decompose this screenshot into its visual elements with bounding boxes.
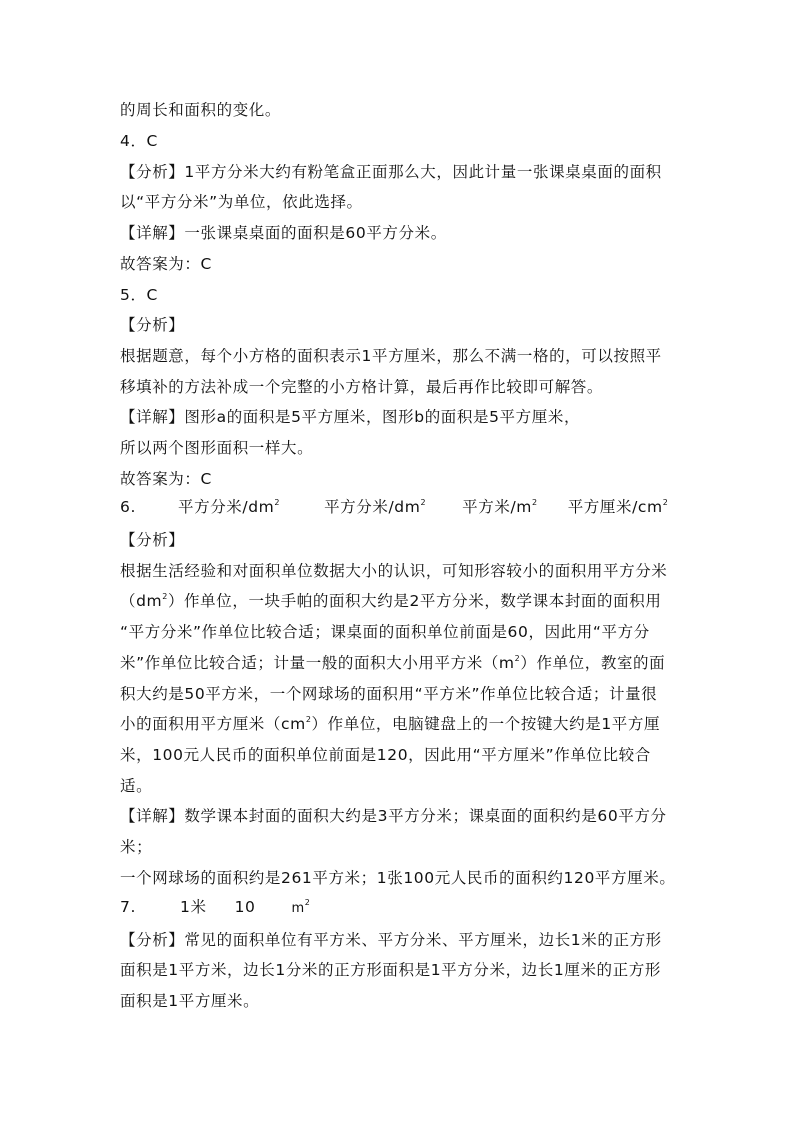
text-line: 的周长和面积的变化。 [120, 101, 282, 119]
text-line: 米，100元人民币的面积单位前面是120，因此用“平方厘米”作单位比较合 [120, 746, 651, 764]
answer-6-row [120, 497, 668, 517]
answer-7-blank-3: $m^2$ [291, 898, 311, 916]
text-line: 【分析】常见的面积单位有平方米、平方分米、平方厘米，边长1米的正方形 [120, 931, 662, 949]
text-line: 积大约是50平方米，一个网球场的面积用“平方米”作单位比较合适；计量很 [120, 685, 658, 703]
text-line: “平方分米”作单位比较合适；课桌面的面积单位前面是60，因此用“平方分 [120, 623, 650, 641]
text-line: 故答案为：C [120, 255, 212, 273]
text-line: 根据生活经验和对面积单位数据大小的认识，可知形容较小的面积用平方分米 [120, 562, 668, 580]
text-line: 适。 [120, 777, 153, 795]
answer-6-blank-4: 平方厘米$/cm^2$ [567, 498, 669, 516]
text-line: 米； [120, 838, 153, 856]
text-line: 一个网球场的面积约是261平方米；1张100元人民币的面积约120平方厘米。 [120, 869, 676, 887]
text-line: 【详解】图形a的面积是5平方厘米，图形b的面积是5平方厘米， [120, 408, 581, 426]
text-line: 【分析】 [120, 531, 185, 549]
text-line: 面积是1平方厘米。 [120, 992, 260, 1010]
answer-6-blank-1: 平方分米$/dm^2$ [178, 498, 281, 516]
answer-7-heading: 7. [120, 898, 136, 916]
text-line: 所以两个图形面积一样大。 [120, 439, 314, 457]
answer-7-blank-1: 1米 [180, 898, 207, 916]
answer-7-blank-2: 10 [234, 898, 256, 916]
text-line: $(dm^2)$作单位，一块手帕的面积大约是2平方分米，数学课本封面的面积用 [120, 592, 662, 610]
text-line: 以“平方分米”为单位，依此选择。 [120, 193, 363, 211]
answer-7-row [120, 897, 310, 917]
answer-6-blank-3: 平方米$/m^2$ [462, 498, 538, 516]
text-line: 【详解】数学课本封面的面积大约是3平方分米；课桌面的面积约是60平方分 [120, 807, 667, 825]
text-line: 【详解】一张课桌桌面的面积是60平方分米。 [120, 224, 447, 242]
text-line: 移填补的方法补成一个完整的小方格计算，最后再作比较即可解答。 [120, 378, 604, 396]
text-line: 面积是1平方米，边长1分米的正方形面积是1平方分米，边长1厘米的正方形 [120, 961, 661, 979]
text-line: 故答案为：C [120, 470, 212, 488]
text-line: 小的面积用平方厘米$(cm^2)$作单位，电脑键盘上的一个按键大约是1平方厘 [120, 715, 661, 733]
answer-6-blank-2: 平方分米$/dm^2$ [324, 498, 427, 516]
answer-6-heading: 6. [120, 498, 136, 516]
answer-5-heading: 5．C [120, 286, 158, 304]
text-line: 米”作单位比较合适；计量一般的面积大小用平方米$(m^2)$作单位，教室的面 [120, 654, 666, 672]
text-line: 【分析】1平方分米大约有粉笔盒正面那么大，因此计量一张课桌桌面的面积 [120, 163, 662, 181]
text-line: 【分析】 [120, 316, 185, 334]
text-line: 根据题意，每个小方格的面积表示1平方厘米，那么不满一格的，可以按照平 [120, 347, 662, 365]
answer-4-heading: 4．C [120, 132, 158, 150]
